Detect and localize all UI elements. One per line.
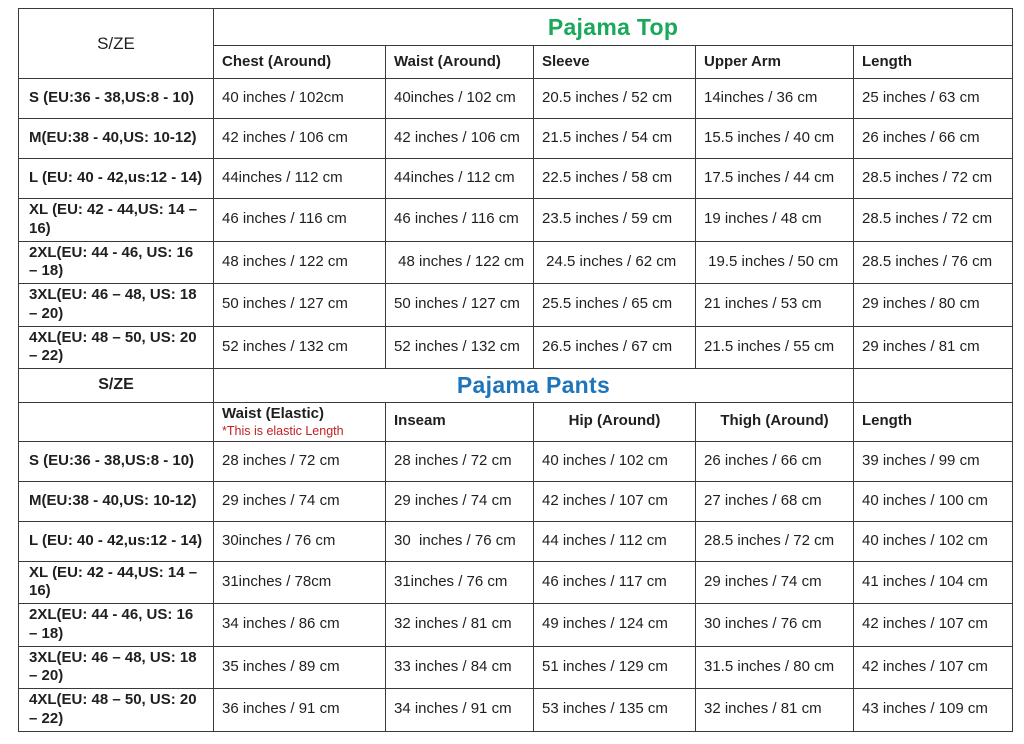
measurement-cell: 25 inches / 63 cm (854, 79, 1013, 119)
measurement-cell: 32 inches / 81 cm (386, 604, 534, 647)
measurement-cell: 28.5 inches / 72 cm (696, 521, 854, 561)
table-row (19, 79, 1013, 119)
elastic-length-note: *This is elastic Length (222, 423, 344, 438)
size-chart-table (18, 8, 1013, 732)
measurement-cell: 42 inches / 107 cm (854, 646, 1013, 689)
measurement-cell: 42 inches / 107 cm (534, 481, 696, 521)
top-column-header: Waist (Around) (386, 46, 534, 79)
measurement-cell: 31inches / 78cm (214, 561, 386, 604)
measurement-cell: 31inches / 76 cm (386, 561, 534, 604)
measurement-cell: 19 inches / 48 cm (696, 199, 854, 242)
table-row (19, 369, 1013, 403)
measurement-cell: 29 inches / 74 cm (386, 481, 534, 521)
table-row (19, 199, 1013, 242)
measurement-cell: 46 inches / 116 cm (386, 199, 534, 242)
table-row (19, 481, 1013, 521)
top-column-header: Length (854, 46, 1013, 79)
measurement-cell: 42 inches / 107 cm (854, 604, 1013, 647)
measurement-cell: 29 inches / 81 cm (854, 326, 1013, 369)
measurement-cell: 29 inches / 74 cm (696, 561, 854, 604)
measurement-cell: 50 inches / 127 cm (214, 284, 386, 327)
measurement-cell: 30 inches / 76 cm (386, 521, 534, 561)
measurement-cell: 33 inches / 84 cm (386, 646, 534, 689)
top-column-header: Upper Arm (696, 46, 854, 79)
measurement-cell: 21 inches / 53 cm (696, 284, 854, 327)
measurement-cell: 40 inches / 102 cm (854, 521, 1013, 561)
table-row (19, 561, 1013, 604)
measurement-cell: 49 inches / 124 cm (534, 604, 696, 647)
measurement-cell: 28.5 inches / 72 cm (854, 199, 1013, 242)
measurement-cell: 28.5 inches / 76 cm (854, 241, 1013, 284)
measurement-cell: 46 inches / 117 cm (534, 561, 696, 604)
measurement-cell: 36 inches / 91 cm (214, 689, 386, 732)
pants-column-header-label: Inseam (394, 412, 446, 430)
table-row (19, 441, 1013, 481)
measurement-cell: 46 inches / 116 cm (214, 199, 386, 242)
size-cell: M(EU:38 - 40,US: 10-12) (19, 119, 214, 159)
measurement-cell: 29 inches / 74 cm (214, 481, 386, 521)
size-cell: L (EU: 40 - 42,us:12 - 14) (19, 521, 214, 561)
measurement-cell: 40 inches / 102cm (214, 79, 386, 119)
measurement-cell: 40 inches / 100 cm (854, 481, 1013, 521)
measurement-cell: 48 inches / 122 cm (386, 241, 534, 284)
measurement-cell: 21.5 inches / 54 cm (534, 119, 696, 159)
measurement-cell: 19.5 inches / 50 cm (696, 241, 854, 284)
pants-column-header-label: Waist (Elastic) (222, 404, 324, 422)
measurement-cell: 26.5 inches / 67 cm (534, 326, 696, 369)
measurement-cell: 52 inches / 132 cm (214, 326, 386, 369)
measurement-cell: 25.5 inches / 65 cm (534, 284, 696, 327)
measurement-cell: 32 inches / 81 cm (696, 689, 854, 732)
pants-column-header (386, 402, 534, 441)
measurement-cell: 30 inches / 76 cm (696, 604, 854, 647)
measurement-cell: 44 inches / 112 cm (534, 521, 696, 561)
size-cell: M(EU:38 - 40,US: 10-12) (19, 481, 214, 521)
measurement-cell: 52 inches / 132 cm (386, 326, 534, 369)
pants-column-header (214, 402, 386, 441)
measurement-cell: 42 inches / 106 cm (386, 119, 534, 159)
measurement-cell: 31.5 inches / 80 cm (696, 646, 854, 689)
measurement-cell: 44inches / 112 cm (214, 159, 386, 199)
size-cell: 2XL(EU: 44 - 46, US: 16 – 18) (19, 604, 214, 647)
measurement-cell: 22.5 inches / 58 cm (534, 159, 696, 199)
table-row (19, 159, 1013, 199)
pants-column-header-label: Thigh (Around) (720, 412, 829, 430)
measurement-cell: 44inches / 112 cm (386, 159, 534, 199)
size-cell: 3XL(EU: 46 – 48, US: 18 – 20) (19, 284, 214, 327)
size-cell: 2XL(EU: 44 - 46, US: 16 – 18) (19, 241, 214, 284)
measurement-cell: 34 inches / 86 cm (214, 604, 386, 647)
table-row (19, 689, 1013, 732)
measurement-cell: 26 inches / 66 cm (696, 441, 854, 481)
measurement-cell: 50 inches / 127 cm (386, 284, 534, 327)
pants-column-header-label: Hip (Around) (568, 412, 661, 430)
measurement-cell: 15.5 inches / 40 cm (696, 119, 854, 159)
measurement-cell: 14inches / 36 cm (696, 79, 854, 119)
measurement-cell: 21.5 inches / 55 cm (696, 326, 854, 369)
measurement-cell: 24.5 inches / 62 cm (534, 241, 696, 284)
size-column-header-pants: S/ZE (19, 369, 214, 403)
size-cell: XL (EU: 42 - 44,US: 14 – 16) (19, 199, 214, 242)
size-chart-body (19, 9, 1013, 732)
pants-column-header (534, 402, 696, 441)
size-column-header-top: S/ZE (19, 9, 214, 79)
measurement-cell: 26 inches / 66 cm (854, 119, 1013, 159)
measurement-cell: 42 inches / 106 cm (214, 119, 386, 159)
table-row (19, 241, 1013, 284)
table-row (19, 521, 1013, 561)
empty-cell (854, 369, 1013, 403)
measurement-cell: 20.5 inches / 52 cm (534, 79, 696, 119)
measurement-cell: 48 inches / 122 cm (214, 241, 386, 284)
measurement-cell: 17.5 inches / 44 cm (696, 159, 854, 199)
top-column-header: Sleeve (534, 46, 696, 79)
measurement-cell: 35 inches / 89 cm (214, 646, 386, 689)
size-cell: 4XL(EU: 48 – 50, US: 20 – 22) (19, 689, 214, 732)
measurement-cell: 34 inches / 91 cm (386, 689, 534, 732)
measurement-cell: 23.5 inches / 59 cm (534, 199, 696, 242)
size-cell: S (EU:36 - 38,US:8 - 10) (19, 441, 214, 481)
measurement-cell: 29 inches / 80 cm (854, 284, 1013, 327)
measurement-cell: 28.5 inches / 72 cm (854, 159, 1013, 199)
pants-column-header (696, 402, 854, 441)
measurement-cell: 40 inches / 102 cm (534, 441, 696, 481)
pants-column-header (854, 402, 1013, 441)
table-row (19, 402, 1013, 441)
measurement-cell: 43 inches / 109 cm (854, 689, 1013, 732)
table-row (19, 646, 1013, 689)
size-cell: XL (EU: 42 - 44,US: 14 – 16) (19, 561, 214, 604)
pants-column-header-label: Length (862, 412, 912, 430)
empty-cell (19, 402, 214, 441)
measurement-cell: 28 inches / 72 cm (214, 441, 386, 481)
measurement-cell: 27 inches / 68 cm (696, 481, 854, 521)
measurement-cell: 40inches / 102 cm (386, 79, 534, 119)
table-row (19, 326, 1013, 369)
measurement-cell: 41 inches / 104 cm (854, 561, 1013, 604)
measurement-cell: 30inches / 76 cm (214, 521, 386, 561)
measurement-cell: 28 inches / 72 cm (386, 441, 534, 481)
measurement-cell: 51 inches / 129 cm (534, 646, 696, 689)
size-cell: S (EU:36 - 38,US:8 - 10) (19, 79, 214, 119)
pajama-top-section-title: Pajama Top (214, 9, 1013, 46)
size-cell: 4XL(EU: 48 – 50, US: 20 – 22) (19, 326, 214, 369)
table-row (19, 9, 1013, 46)
measurement-cell: 39 inches / 99 cm (854, 441, 1013, 481)
size-cell: 3XL(EU: 46 – 48, US: 18 – 20) (19, 646, 214, 689)
size-cell: L (EU: 40 - 42,us:12 - 14) (19, 159, 214, 199)
top-column-header: Chest (Around) (214, 46, 386, 79)
table-row (19, 284, 1013, 327)
measurement-cell: 53 inches / 135 cm (534, 689, 696, 732)
table-row (19, 119, 1013, 159)
table-row (19, 604, 1013, 647)
pajama-pants-section-title: Pajama Pants (214, 369, 854, 403)
